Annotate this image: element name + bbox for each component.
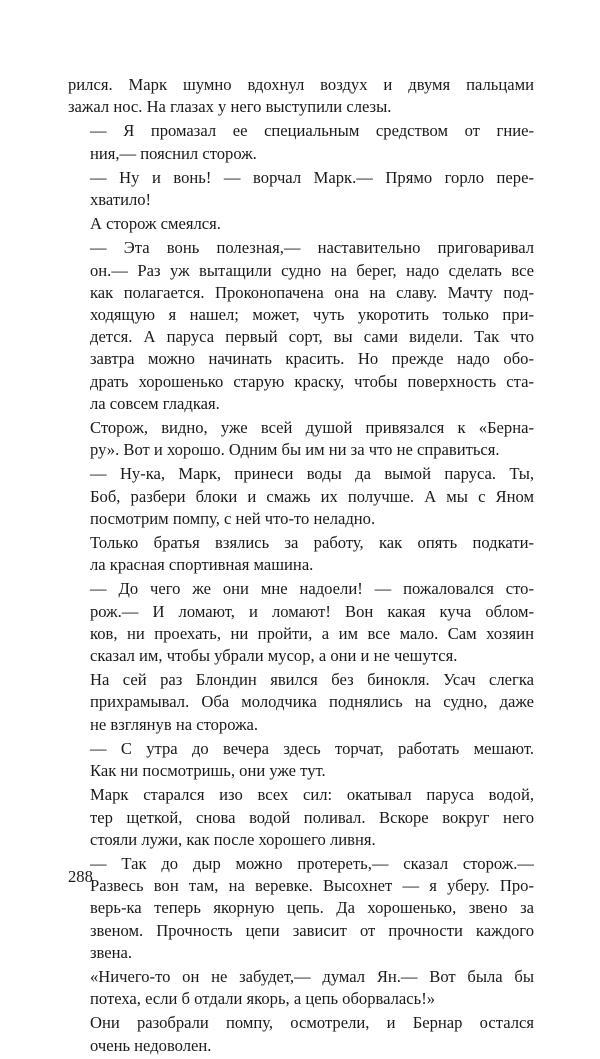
text-line: верь-ка теперь якорную цепь. Да хорошенько, звено за xyxy=(90,898,534,918)
text-line: — Эта вонь полезная,— наставительно приговаривал xyxy=(90,238,534,258)
text-line: — Я промазал ее специальным средством от гние- xyxy=(90,121,534,141)
text-line: стояли лужи, как после хорошего ливня. xyxy=(90,829,376,849)
text-line: как полагается. Проконопачена она на славу. Мачту под- xyxy=(90,282,534,302)
paragraph xyxy=(68,417,534,461)
paragraph xyxy=(68,853,534,964)
text-line: Как ни посмотришь, они уже тут. xyxy=(90,761,326,781)
text-line: Развесь вон там, на веревке. Высохнет — я уберу. Про- xyxy=(90,876,534,896)
text-line: очень недоволен. xyxy=(90,1035,212,1055)
text-line: ла совсем гладкая. xyxy=(90,393,220,413)
text-line: ков, ни проехать, ни пройти, а им все мало. Сам хозяин xyxy=(90,623,534,643)
text-line: Они разобрали помпу, осмотрели, и Бернар остался xyxy=(90,1013,534,1033)
text-line: — Так до дыр можно протереть,— сказал сторож.— xyxy=(90,853,534,873)
text-line: Боб, разбери блоки и смажь их получше. А мы с Яном xyxy=(90,486,534,506)
paragraph xyxy=(68,532,534,576)
text-line: ла красная спортивная машина. xyxy=(90,555,314,575)
paragraph xyxy=(68,167,534,211)
text-line: Только братья взялись за работу, как опять подкати- xyxy=(90,533,534,553)
paragraph xyxy=(68,578,534,667)
text-line: завтра можно начинать красить. Но прежде надо обо- xyxy=(90,349,534,369)
text-line: ходящую я нашел; может, чуть укоротить только при- xyxy=(90,305,534,325)
text-line: — До чего же они мне надоели! — пожаловался сто- xyxy=(90,579,534,599)
text-line: На сей раз Блондин явился без бинокля. Усач слегка xyxy=(90,670,534,690)
text-line: ру». Вот и хорошо. Одним бы им ни за что не справиться. xyxy=(90,440,500,460)
text-line: «Ничего-то он не забудет,— думал Ян.— Вот была бы xyxy=(90,966,534,986)
text-line: Сторож, видно, уже всей душой привязался к «Берна- xyxy=(90,418,534,438)
paragraph xyxy=(68,213,534,235)
paragraph xyxy=(68,1012,534,1056)
text-line: потеха, если б отдали якорь, а цепь оборвалась!» xyxy=(90,989,436,1009)
paragraph xyxy=(68,669,534,736)
text-line: — С утра до вечера здесь торчат, работать мешают. xyxy=(90,738,534,758)
text-line: драть хорошенько старую краску, чтобы поверхность ста- xyxy=(90,371,534,391)
text-line: — Ну-ка, Марк, принеси воды да вымой паруса. Ты, xyxy=(90,464,534,484)
paragraph xyxy=(68,74,534,118)
text-line: рился. Марк шумно вдохнул воздух и двумя пальцами xyxy=(68,75,534,94)
text-line: хватило! xyxy=(90,190,152,210)
text-line: не взглянув на сторожа. xyxy=(90,714,259,734)
text-line: А сторож смеялся. xyxy=(90,214,221,234)
paragraph xyxy=(68,120,534,164)
text-line: ния,— пояснил сторож. xyxy=(90,143,257,163)
text-line: звеном. Прочность цепи зависит от прочности каждого xyxy=(90,920,534,940)
book-page-text xyxy=(68,74,534,1059)
text-line: сказал им, чтобы убрали мусор, а они и не чешутся. xyxy=(90,646,458,666)
paragraph xyxy=(68,784,534,851)
paragraph xyxy=(68,237,534,415)
text-line: он.— Раз уж вытащили судно на берег, надо сделать все xyxy=(90,260,534,280)
text-line: дется. А паруса первый сорт, вы сами видели. Так что xyxy=(90,327,534,347)
page-number: 288 xyxy=(68,867,93,886)
paragraph xyxy=(68,738,534,782)
text-line: посмотрим помпу, с ней что-то неладно. xyxy=(90,508,376,528)
text-line: — Ну и вонь! — ворчал Марк.— Прямо горло пере- xyxy=(90,167,534,187)
text-line: Марк старался изо всех сил: окатывал паруса водой, xyxy=(90,785,534,805)
text-line: тер щеткой, снова водой поливал. Вскоре вокруг него xyxy=(90,807,534,827)
paragraph xyxy=(68,463,534,530)
text-line: звена. xyxy=(90,942,133,962)
text-line: зажал нос. На глазах у него выступили слезы. xyxy=(68,97,392,117)
paragraph xyxy=(68,966,534,1010)
text-line: рож.— И ломают, и ломают! Вон какая куча облом- xyxy=(90,601,534,621)
text-line: прихрамывал. Оба молодчика поднялись на судно, даже xyxy=(90,692,534,712)
